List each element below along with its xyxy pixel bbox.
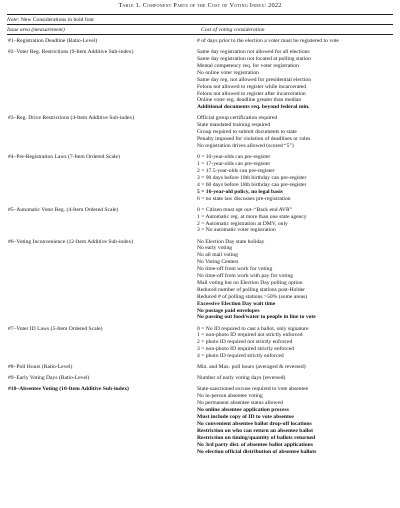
table-row	[7, 207, 393, 235]
issue-area-cell: #1–Registration Deadline (Ratio-Level)	[8, 38, 98, 44]
consideration-item: State-sanctioned excuse required to vote absentee	[197, 386, 309, 393]
consideration-item: No online voter registration	[197, 69, 259, 76]
consideration-item: Additional documents req. beyond federal min.	[197, 104, 310, 111]
issue-area-cell: #4–Pre-Registration Laws (7-Item Ordered Scale)	[8, 154, 120, 161]
issue-area-cell: #10–Absentee Voting (10-Item Additive Sub-index)	[8, 386, 129, 393]
consideration-cell	[197, 115, 393, 150]
consideration-item: Felons not allowed to register after incarceration	[197, 90, 306, 97]
consideration-item: Online voter reg. deadline greater than median	[197, 97, 302, 104]
consideration-item: No registration drives allowed (scored “5”)	[197, 143, 294, 150]
consideration-item: No permanent absentee status allowed	[197, 400, 283, 407]
issue-area-cell: #9–Early Voting Days (Ratio-Level)	[8, 375, 90, 382]
consideration-item: Must include copy of ID to vote absentee	[197, 414, 294, 421]
table-note	[7, 15, 393, 24]
table-row	[7, 364, 393, 371]
table-title: Table 1. Component Parts of the Cost of Voting Index: 2022	[118, 2, 282, 9]
consideration-item: 2 = photo ID required not strictly enforced	[197, 339, 293, 346]
consideration-item: Min. and Max. poll hours (averaged & reversed)	[197, 364, 306, 371]
note-text: New Considerations in bold font	[19, 17, 94, 23]
consideration-item: Official group certification required	[197, 115, 278, 122]
consideration-item: Group required to submit documents to state	[197, 129, 297, 136]
consideration-item: Same day reg. not allowed for presidential election	[197, 76, 312, 83]
consideration-cell	[197, 239, 393, 322]
consideration-item: 3 = 90 days before 18th birthday can pre-register	[197, 174, 307, 181]
consideration-item: No in-person absentee voting	[197, 393, 263, 400]
consideration-item: Excessive Election Day wait time	[197, 300, 276, 307]
consideration-item: No election official distribution of absentee ballots	[197, 448, 317, 455]
consideration-item: Reduced # of polling stations >50% (some areas)	[197, 293, 308, 300]
table-row	[7, 326, 393, 361]
consideration-item: No postage paid envelopes	[197, 307, 260, 314]
consideration-item: 4 = photo ID required strictly enforced	[197, 353, 284, 360]
consideration-cell	[197, 326, 393, 361]
consideration-item: 0 = 16-year-olds can pre-register	[197, 154, 271, 161]
consideration-item: 1 = 17-year-olds can pre-register	[197, 161, 271, 168]
consideration-cell	[197, 364, 393, 371]
consideration-cell	[197, 386, 393, 455]
header-cost-consideration: Cost of voting consideration	[201, 27, 265, 33]
consideration-item: # of days prior to the election a voter must be registered to vote	[197, 38, 339, 44]
table-row	[7, 115, 393, 150]
consideration-item: 2 = 17.5-year-olds can pre-register	[197, 167, 275, 174]
consideration-item: 6 = no state law discusses pre-registration	[197, 195, 291, 202]
table-row	[7, 154, 393, 202]
consideration-item: No passing out food/water to people in line to vote	[197, 314, 316, 321]
consideration-cell	[197, 38, 393, 45]
consideration-item: No time-off from work with pay for voting	[197, 273, 294, 280]
consideration-item: 2 = Automatic registration at DMV, only	[197, 220, 288, 227]
issue-area-cell: #8–Poll Hours (Ratio-Level)	[8, 364, 73, 371]
consideration-item: No convenient absentee ballot drop-off locations	[197, 421, 312, 427]
consideration-cell	[197, 154, 393, 202]
consideration-item: No early voting	[197, 245, 233, 252]
consideration-item: No online absentee application process	[197, 407, 289, 414]
consideration-item: Same day registration not allowed for all elections	[197, 49, 310, 56]
consideration-item: 5 = 16-year-old policy, no legal basis	[197, 188, 283, 195]
consideration-item: No all mail voting	[197, 252, 238, 259]
table-row	[7, 386, 393, 455]
consideration-item: Number of early voting days (reversed)	[197, 375, 286, 382]
consideration-item: Restriction on timing/quantity of ballots returned	[197, 434, 316, 441]
consideration-item: Restriction on who can return an absentee ballot	[197, 427, 313, 434]
table-row	[7, 375, 393, 382]
consideration-item: Penalty imposed for violation of deadlines or rules	[197, 136, 311, 143]
consideration-item: 0 = No ID required to cast a ballot, only signature	[197, 325, 309, 332]
consideration-item: State mandated training required	[197, 122, 271, 129]
header-issue-area: Issue area (measurement)	[7, 27, 65, 33]
issue-area-cell: #3–Reg. Drive Restrictions (4-Item Additive Sub-index)	[8, 115, 135, 122]
consideration-item: 3 = non-photo ID required strictly enforced	[197, 346, 294, 353]
consideration-item: 1 = Automatic reg. at more than one state agency	[197, 213, 307, 220]
table-row	[7, 239, 393, 322]
consideration-item: 0 = Citizen must opt out–“Back end AVR”	[197, 206, 293, 213]
consideration-item: No time-off from work for voting	[197, 266, 273, 273]
consideration-item: 4 = 60 days before 18th birthday can pre-register	[197, 181, 307, 188]
issue-area-cell: #6–Voting Inconvenience (12-Item Additive Sub-index)	[8, 238, 134, 245]
table-body	[7, 35, 393, 456]
consideration-cell	[197, 375, 393, 382]
consideration-item: Felons not allowed to register while incarcerated	[197, 83, 307, 90]
note-label: Note:	[7, 17, 20, 23]
consideration-item: Mental competency req. for voter registration	[197, 62, 299, 69]
consideration-item: Same day registration not located at polling station	[197, 56, 311, 62]
consideration-cell	[197, 207, 393, 235]
consideration-item: No Election Day state holiday	[197, 238, 265, 245]
consideration-item: Mail voting but no Election Day polling option	[197, 279, 303, 286]
table-row	[7, 49, 393, 111]
consideration-item: 1 = non-photo ID required not strictly enforced	[197, 332, 303, 339]
consideration-item: Reduced number of polling stations post-Holder	[197, 286, 305, 293]
consideration-item: 3 = No automatic voter registration	[197, 227, 276, 234]
consideration-cell	[197, 49, 393, 111]
consideration-item: No Voting Centers	[197, 259, 239, 266]
issue-area-cell: #5–Automatic Voter Reg. (4-Item Ordered Scale)	[8, 206, 119, 213]
consideration-item: No 3rd party dist. of absentee ballot applications	[197, 441, 313, 448]
issue-area-cell: #7–Voter ID Laws (5-Item Ordered Scale)	[8, 325, 103, 332]
issue-area-cell: #2–Voter Reg. Restrictions (9-Item Additive Sub-index)	[8, 49, 134, 56]
column-header-row	[7, 25, 393, 34]
table-row	[7, 38, 393, 45]
